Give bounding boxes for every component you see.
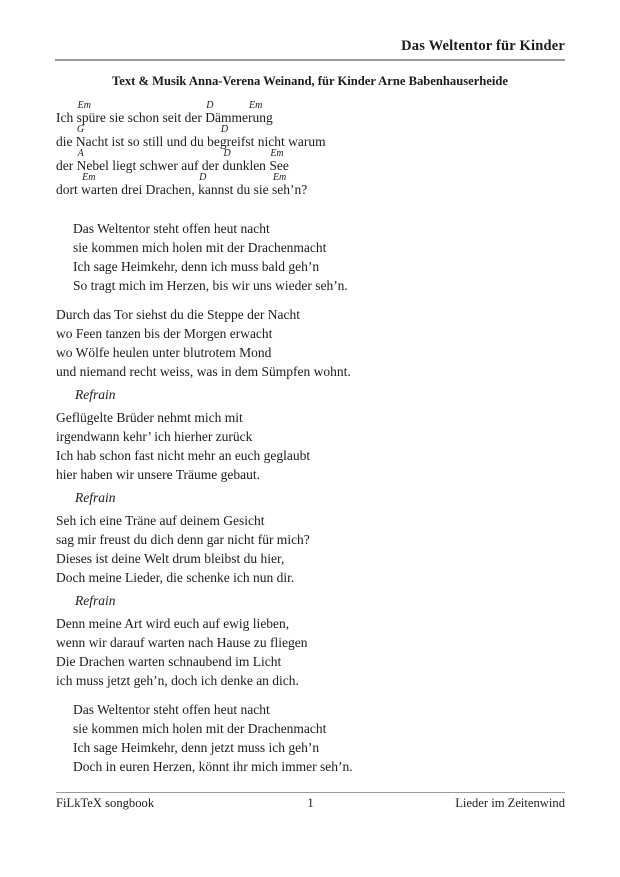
lyric-line: Das Weltentor steht offen heut nacht <box>73 702 270 717</box>
verse-block <box>56 305 565 381</box>
lyric-segment: D Dämme <box>205 100 248 125</box>
lyric-line: wenn wir darauf warten nach Hause zu fliegen <box>56 635 308 650</box>
chord-symbol: G <box>76 124 85 135</box>
chord-symbol: Em <box>270 148 284 159</box>
lyric-line: wo Wölfe heulen unter blutrotem Mond <box>56 345 272 360</box>
lyric-line: Doch meine Lieder, die schenke ich nun dir. <box>56 570 295 585</box>
refrain-block <box>56 700 565 776</box>
chord-symbol: D <box>220 124 229 135</box>
lyric-line: Doch in euren Herzen, könnt ihr mich immer seh’n. <box>73 759 353 774</box>
lyric-segment: Em spüre sie schon seit der <box>76 100 206 125</box>
chord-symbol: Em <box>77 100 91 111</box>
lyric-line: Dieses ist deine Welt drum bleibst du hier, <box>56 551 285 566</box>
lyric-line: Die Drachen warten schnaubend im Licht <box>56 654 282 669</box>
song-byline: Text & Musik Anna-Verena Weinand, für Kinder Arne Babenhauserheide <box>112 74 508 88</box>
chord-symbol: D <box>206 100 214 111</box>
chord-lyric-line <box>56 173 565 197</box>
lyric-line: Denn meine Art wird euch auf ewig lieben, <box>56 616 290 631</box>
verse-block <box>56 614 565 690</box>
lyric-line: So tragt mich im Herzen, bis wir uns wieder seh’n. <box>73 278 348 293</box>
lyric-segment: die <box>56 134 76 149</box>
verse-block <box>56 511 565 587</box>
song-body <box>56 101 565 786</box>
lyric-line: Durch das Tor siehst du die Steppe der Nacht <box>56 307 300 322</box>
chord-symbol: A <box>77 148 84 159</box>
chord-lyric-line <box>56 149 565 173</box>
verse-block <box>56 408 565 484</box>
chord-symbol: Em <box>248 100 263 111</box>
refrain-label: Refrain <box>75 387 116 402</box>
chord-lyric-line <box>56 101 565 125</box>
lyric-line: und niemand recht weiss, was in dem Sümpfen wohnt. <box>56 364 351 379</box>
chord-verse <box>56 101 565 197</box>
lyric-segment: D kannst du sie <box>198 172 272 197</box>
lyric-line: Das Weltentor steht offen heut nacht <box>73 221 270 236</box>
lyric-segment: D dunklen <box>222 148 270 173</box>
lyric-line: Ich sage Heimkehr, denn ich muss bald geh’n <box>73 259 320 274</box>
refrain-label: Refrain <box>75 593 116 608</box>
footer-collection-name: Lieder im Zeitenwind <box>455 796 565 810</box>
chord-symbol: D <box>199 172 207 183</box>
lyric-line: sie kommen mich holen mit der Drachenmacht <box>73 721 327 736</box>
lyric-line: sie kommen mich holen mit der Drachenmacht <box>73 240 327 255</box>
page-title: Das Weltentor für Kinder <box>401 38 565 54</box>
chord-symbol: Em <box>272 172 287 183</box>
lyric-line: wo Feen tanzen bis der Morgen erwacht <box>56 326 273 341</box>
chord-lyric-line <box>56 125 565 149</box>
lyric-line: Seh ich eine Träne auf deinem Gesicht <box>56 513 265 528</box>
lyric-line: irgendwann kehr’ ich hierher zurück <box>56 429 253 444</box>
chord-symbol: D <box>223 148 231 159</box>
lyric-line: Ich sage Heimkehr, denn jetzt muss ich geh’n <box>73 740 320 755</box>
footer-page-number: 1 <box>307 796 314 810</box>
lyric-line: hier haben wir unsere Träume gebaut. <box>56 467 260 482</box>
footer-songbook-name: FiLkTeX songbook <box>56 796 155 810</box>
lyric-segment: A Nebel liegt schwer auf der <box>76 148 223 173</box>
lyric-segment: Em warten drei Drachen, <box>81 172 199 197</box>
lyric-segment: Em See <box>269 148 289 173</box>
lyric-segment: der <box>56 158 77 173</box>
lyric-line: ich muss jetzt geh’n, doch ich denke an dich. <box>56 673 299 688</box>
lyric-line: Geflügelte Brüder nehmt mich mit <box>56 410 243 425</box>
refrain-block <box>56 219 565 295</box>
chord-symbol: Em <box>82 172 96 183</box>
lyric-segment: Em rung <box>247 100 273 125</box>
refrain-label: Refrain <box>75 490 116 505</box>
lyric-segment: Ich <box>56 110 77 125</box>
header-rule <box>55 59 565 61</box>
lyric-segment: dort <box>56 182 82 197</box>
lyric-segment: G Nacht ist so still und du be <box>75 124 220 149</box>
lyric-segment: D greifst nicht warum <box>219 124 326 149</box>
lyric-line: sag mir freust du dich denn gar nicht für mich? <box>56 532 310 547</box>
lyric-line: Ich hab schon fast nicht mehr an euch geglaubt <box>56 448 311 463</box>
lyric-segment: Em seh’n? <box>271 172 308 197</box>
page-footer <box>56 792 565 811</box>
